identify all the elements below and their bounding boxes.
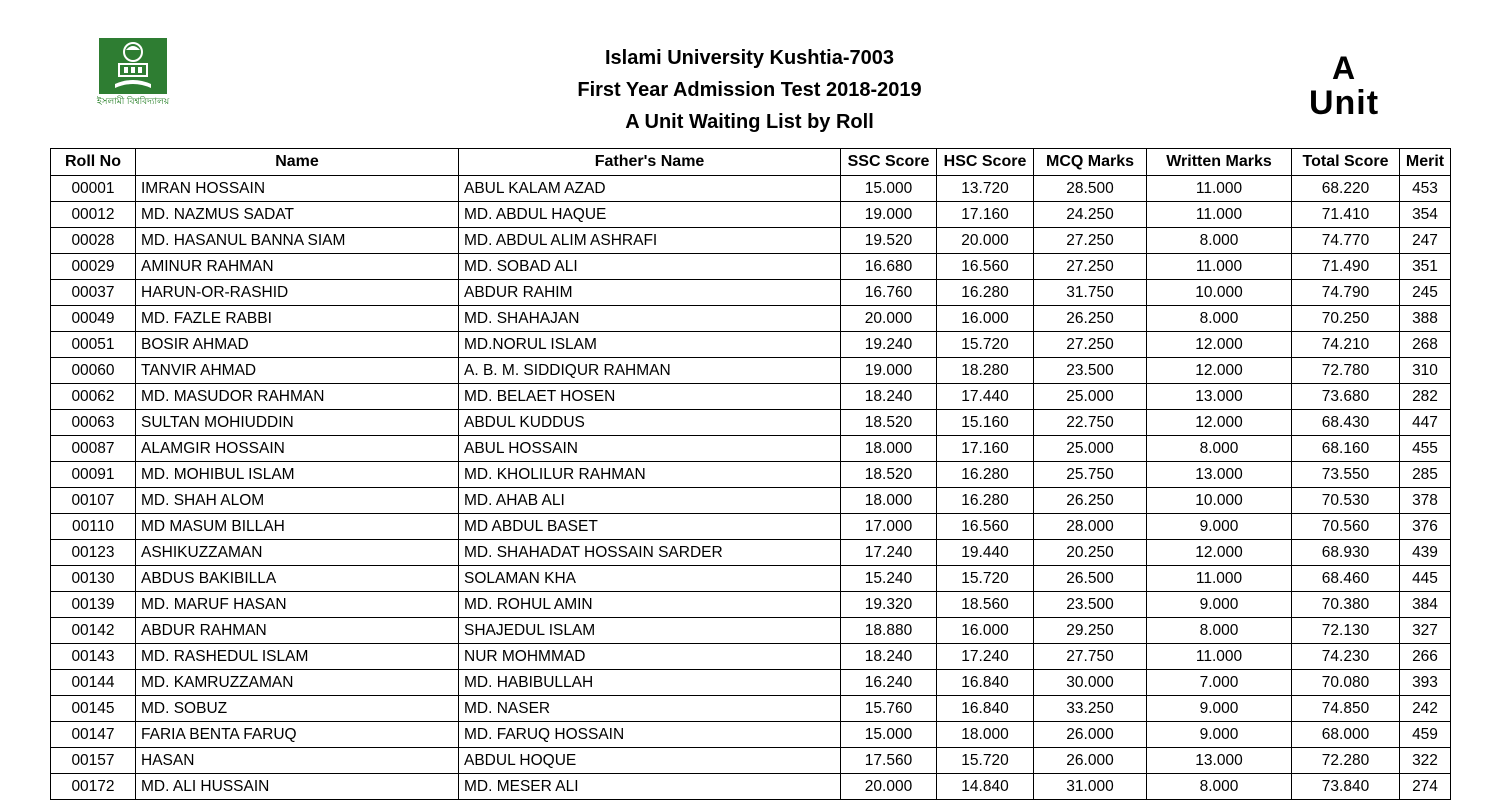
cell-total-score: 71.490 <box>1292 254 1400 280</box>
cell-roll-no: 00123 <box>51 540 136 566</box>
cell-roll-no: 00060 <box>51 358 136 384</box>
cell-hsc-score: 14.840 <box>937 774 1034 800</box>
cell-mcq-marks: 26.500 <box>1034 566 1147 592</box>
cell-name: HASAN <box>136 748 459 774</box>
cell-ssc-score: 19.320 <box>841 592 937 618</box>
cell-fathers-name: MD.NORUL ISLAM <box>459 332 841 358</box>
cell-roll-no: 00130 <box>51 566 136 592</box>
cell-fathers-name: MD. SHAHAJAN <box>459 306 841 332</box>
cell-ssc-score: 15.760 <box>841 696 937 722</box>
cell-total-score: 73.680 <box>1292 384 1400 410</box>
cell-merit: 459 <box>1400 722 1451 748</box>
cell-total-score: 72.280 <box>1292 748 1400 774</box>
cell-mcq-marks: 26.000 <box>1034 748 1147 774</box>
cell-name: ABDUR RAHMAN <box>136 618 459 644</box>
cell-name: ASHIKUZZAMAN <box>136 540 459 566</box>
cell-written-marks: 13.000 <box>1147 462 1292 488</box>
table-row <box>51 644 1451 670</box>
cell-hsc-score: 16.560 <box>937 514 1034 540</box>
waiting-list-table <box>50 148 1451 800</box>
cell-name: MD. RASHEDUL ISLAM <box>136 644 459 670</box>
column-header-roll-no: Roll No <box>51 149 136 176</box>
table-row <box>51 514 1451 540</box>
cell-fathers-name: NUR MOHMMAD <box>459 644 841 670</box>
cell-written-marks: 10.000 <box>1147 280 1292 306</box>
waiting-list-body <box>51 176 1451 800</box>
cell-name: FARIA BENTA FARUQ <box>136 722 459 748</box>
cell-fathers-name: MD. KHOLILUR RAHMAN <box>459 462 841 488</box>
cell-merit: 354 <box>1400 202 1451 228</box>
cell-hsc-score: 18.000 <box>937 722 1034 748</box>
cell-roll-no: 00145 <box>51 696 136 722</box>
cell-written-marks: 13.000 <box>1147 384 1292 410</box>
cell-merit: 285 <box>1400 462 1451 488</box>
cell-hsc-score: 16.280 <box>937 488 1034 514</box>
cell-written-marks: 11.000 <box>1147 176 1292 202</box>
cell-ssc-score: 17.000 <box>841 514 937 540</box>
cell-total-score: 71.410 <box>1292 202 1400 228</box>
cell-ssc-score: 16.680 <box>841 254 937 280</box>
cell-mcq-marks: 28.500 <box>1034 176 1147 202</box>
cell-mcq-marks: 31.750 <box>1034 280 1147 306</box>
cell-mcq-marks: 27.250 <box>1034 332 1147 358</box>
unit-word: Unit <box>1308 83 1380 122</box>
cell-written-marks: 10.000 <box>1147 488 1292 514</box>
cell-merit: 376 <box>1400 514 1451 540</box>
cell-hsc-score: 16.280 <box>937 280 1034 306</box>
cell-roll-no: 00110 <box>51 514 136 540</box>
column-header-fathers-name: Father's Name <box>459 149 841 176</box>
cell-ssc-score: 20.000 <box>841 306 937 332</box>
cell-total-score: 74.210 <box>1292 332 1400 358</box>
cell-name: MD. SHAH ALOM <box>136 488 459 514</box>
column-header-total-score: Total Score <box>1292 149 1400 176</box>
cell-hsc-score: 16.840 <box>937 696 1034 722</box>
cell-roll-no: 00142 <box>51 618 136 644</box>
cell-fathers-name: ABDUR RAHIM <box>459 280 841 306</box>
cell-hsc-score: 16.560 <box>937 254 1034 280</box>
cell-mcq-marks: 20.250 <box>1034 540 1147 566</box>
table-row <box>51 254 1451 280</box>
cell-fathers-name: ABUL KALAM AZAD <box>459 176 841 202</box>
cell-fathers-name: SOLAMAN KHA <box>459 566 841 592</box>
cell-total-score: 73.550 <box>1292 462 1400 488</box>
cell-mcq-marks: 25.000 <box>1034 436 1147 462</box>
cell-roll-no: 00012 <box>51 202 136 228</box>
cell-merit: 322 <box>1400 748 1451 774</box>
table-row <box>51 670 1451 696</box>
cell-roll-no: 00172 <box>51 774 136 800</box>
cell-name: MD. FAZLE RABBI <box>136 306 459 332</box>
cell-hsc-score: 15.160 <box>937 410 1034 436</box>
cell-ssc-score: 15.240 <box>841 566 937 592</box>
cell-merit: 378 <box>1400 488 1451 514</box>
cell-total-score: 73.840 <box>1292 774 1400 800</box>
cell-total-score: 72.130 <box>1292 618 1400 644</box>
cell-hsc-score: 17.160 <box>937 436 1034 462</box>
cell-hsc-score: 15.720 <box>937 566 1034 592</box>
cell-total-score: 70.080 <box>1292 670 1400 696</box>
cell-hsc-score: 17.240 <box>937 644 1034 670</box>
cell-mcq-marks: 30.000 <box>1034 670 1147 696</box>
cell-roll-no: 00049 <box>51 306 136 332</box>
cell-roll-no: 00037 <box>51 280 136 306</box>
cell-roll-no: 00001 <box>51 176 136 202</box>
cell-roll-no: 00157 <box>51 748 136 774</box>
cell-written-marks: 8.000 <box>1147 306 1292 332</box>
cell-merit: 245 <box>1400 280 1451 306</box>
cell-fathers-name: A. B. M. SIDDIQUR RAHMAN <box>459 358 841 384</box>
cell-written-marks: 9.000 <box>1147 592 1292 618</box>
cell-ssc-score: 18.520 <box>841 410 937 436</box>
cell-name: MD. NAZMUS SADAT <box>136 202 459 228</box>
cell-merit: 274 <box>1400 774 1451 800</box>
table-row <box>51 748 1451 774</box>
cell-mcq-marks: 26.250 <box>1034 488 1147 514</box>
cell-mcq-marks: 25.750 <box>1034 462 1147 488</box>
cell-roll-no: 00051 <box>51 332 136 358</box>
cell-merit: 282 <box>1400 384 1451 410</box>
table-row <box>51 384 1451 410</box>
cell-roll-no: 00029 <box>51 254 136 280</box>
cell-mcq-marks: 24.250 <box>1034 202 1147 228</box>
cell-hsc-score: 16.280 <box>937 462 1034 488</box>
table-row <box>51 306 1451 332</box>
table-header-row <box>51 149 1451 176</box>
cell-fathers-name: MD. SOBAD ALI <box>459 254 841 280</box>
column-header-hsc-score: HSC Score <box>937 149 1034 176</box>
cell-merit: 447 <box>1400 410 1451 436</box>
cell-name: ALAMGIR HOSSAIN <box>136 436 459 462</box>
cell-ssc-score: 20.000 <box>841 774 937 800</box>
cell-fathers-name: MD. AHAB ALI <box>459 488 841 514</box>
table-row <box>51 410 1451 436</box>
cell-total-score: 68.930 <box>1292 540 1400 566</box>
cell-fathers-name: MD. FARUQ HOSSAIN <box>459 722 841 748</box>
table-header <box>51 149 1451 176</box>
cell-merit: 268 <box>1400 332 1451 358</box>
cell-fathers-name: MD. ABDUL HAQUE <box>459 202 841 228</box>
cell-mcq-marks: 28.000 <box>1034 514 1147 540</box>
cell-merit: 439 <box>1400 540 1451 566</box>
document-titles <box>0 42 1499 138</box>
table-row <box>51 592 1451 618</box>
cell-merit: 455 <box>1400 436 1451 462</box>
cell-name: MD. SOBUZ <box>136 696 459 722</box>
cell-written-marks: 12.000 <box>1147 410 1292 436</box>
cell-total-score: 70.560 <box>1292 514 1400 540</box>
table-row <box>51 696 1451 722</box>
cell-roll-no: 00028 <box>51 228 136 254</box>
cell-written-marks: 8.000 <box>1147 774 1292 800</box>
cell-hsc-score: 18.560 <box>937 592 1034 618</box>
cell-ssc-score: 18.000 <box>841 488 937 514</box>
table-row <box>51 774 1451 800</box>
cell-written-marks: 12.000 <box>1147 358 1292 384</box>
cell-written-marks: 11.000 <box>1147 202 1292 228</box>
cell-written-marks: 8.000 <box>1147 618 1292 644</box>
cell-hsc-score: 17.160 <box>937 202 1034 228</box>
cell-mcq-marks: 31.000 <box>1034 774 1147 800</box>
cell-name: MD. HASANUL BANNA SIAM <box>136 228 459 254</box>
cell-hsc-score: 15.720 <box>937 748 1034 774</box>
column-header-name: Name <box>136 149 459 176</box>
cell-ssc-score: 18.000 <box>841 436 937 462</box>
cell-roll-no: 00139 <box>51 592 136 618</box>
table-row <box>51 618 1451 644</box>
cell-ssc-score: 18.240 <box>841 644 937 670</box>
cell-ssc-score: 19.240 <box>841 332 937 358</box>
cell-name: ABDUS BAKIBILLA <box>136 566 459 592</box>
cell-roll-no: 00063 <box>51 410 136 436</box>
cell-name: IMRAN HOSSAIN <box>136 176 459 202</box>
cell-hsc-score: 19.440 <box>937 540 1034 566</box>
cell-written-marks: 9.000 <box>1147 514 1292 540</box>
cell-ssc-score: 19.000 <box>841 202 937 228</box>
cell-merit: 242 <box>1400 696 1451 722</box>
cell-fathers-name: MD. ABDUL ALIM ASHRAFI <box>459 228 841 254</box>
cell-roll-no: 00091 <box>51 462 136 488</box>
cell-fathers-name: MD. NASER <box>459 696 841 722</box>
table-row <box>51 228 1451 254</box>
title-waiting-list: A Unit Waiting List by Roll <box>625 111 874 133</box>
table-row <box>51 332 1451 358</box>
cell-mcq-marks: 23.500 <box>1034 358 1147 384</box>
cell-total-score: 68.000 <box>1292 722 1400 748</box>
cell-written-marks: 11.000 <box>1147 644 1292 670</box>
cell-name: MD. KAMRUZZAMAN <box>136 670 459 696</box>
cell-ssc-score: 19.520 <box>841 228 937 254</box>
cell-written-marks: 12.000 <box>1147 332 1292 358</box>
cell-written-marks: 11.000 <box>1147 566 1292 592</box>
cell-merit: 310 <box>1400 358 1451 384</box>
cell-total-score: 70.380 <box>1292 592 1400 618</box>
cell-hsc-score: 18.280 <box>937 358 1034 384</box>
cell-total-score: 68.460 <box>1292 566 1400 592</box>
cell-name: BOSIR AHMAD <box>136 332 459 358</box>
cell-name: TANVIR AHMAD <box>136 358 459 384</box>
table-row <box>51 566 1451 592</box>
cell-fathers-name: ABUL HOSSAIN <box>459 436 841 462</box>
title-university: Islami University Kushtia-7003 <box>604 47 894 69</box>
cell-total-score: 68.430 <box>1292 410 1400 436</box>
cell-roll-no: 00147 <box>51 722 136 748</box>
cell-roll-no: 00062 <box>51 384 136 410</box>
cell-merit: 266 <box>1400 644 1451 670</box>
cell-roll-no: 00107 <box>51 488 136 514</box>
cell-name: MD. MARUF HASAN <box>136 592 459 618</box>
cell-mcq-marks: 22.750 <box>1034 410 1147 436</box>
table-row <box>51 202 1451 228</box>
cell-mcq-marks: 25.000 <box>1034 384 1147 410</box>
cell-ssc-score: 17.560 <box>841 748 937 774</box>
cell-total-score: 68.160 <box>1292 436 1400 462</box>
cell-total-score: 74.230 <box>1292 644 1400 670</box>
cell-ssc-score: 16.760 <box>841 280 937 306</box>
cell-roll-no: 00087 <box>51 436 136 462</box>
cell-ssc-score: 17.240 <box>841 540 937 566</box>
table-row <box>51 280 1451 306</box>
cell-ssc-score: 16.240 <box>841 670 937 696</box>
cell-written-marks: 11.000 <box>1147 254 1292 280</box>
cell-fathers-name: ABDUL KUDDUS <box>459 410 841 436</box>
cell-fathers-name: MD. ROHUL AMIN <box>459 592 841 618</box>
cell-mcq-marks: 29.250 <box>1034 618 1147 644</box>
cell-mcq-marks: 27.250 <box>1034 254 1147 280</box>
cell-ssc-score: 18.240 <box>841 384 937 410</box>
cell-total-score: 72.780 <box>1292 358 1400 384</box>
cell-mcq-marks: 26.250 <box>1034 306 1147 332</box>
cell-merit: 393 <box>1400 670 1451 696</box>
table-row <box>51 462 1451 488</box>
cell-name: MD. MASUDOR RAHMAN <box>136 384 459 410</box>
table-row <box>51 722 1451 748</box>
cell-written-marks: 9.000 <box>1147 722 1292 748</box>
cell-total-score: 74.770 <box>1292 228 1400 254</box>
cell-total-score: 74.850 <box>1292 696 1400 722</box>
cell-name: SULTAN MOHIUDDIN <box>136 410 459 436</box>
cell-fathers-name: MD. HABIBULLAH <box>459 670 841 696</box>
table-row <box>51 358 1451 384</box>
cell-name: MD. MOHIBUL ISLAM <box>136 462 459 488</box>
cell-written-marks: 7.000 <box>1147 670 1292 696</box>
cell-fathers-name: ABDUL HOQUE <box>459 748 841 774</box>
cell-mcq-marks: 33.250 <box>1034 696 1147 722</box>
unit-label <box>1289 52 1399 121</box>
cell-name: MD. ALI HUSSAIN <box>136 774 459 800</box>
cell-merit: 327 <box>1400 618 1451 644</box>
cell-hsc-score: 16.840 <box>937 670 1034 696</box>
cell-ssc-score: 19.000 <box>841 358 937 384</box>
column-header-mcq-marks: MCQ Marks <box>1034 149 1147 176</box>
cell-fathers-name: MD. SHAHADAT HOSSAIN SARDER <box>459 540 841 566</box>
cell-total-score: 68.220 <box>1292 176 1400 202</box>
table-row <box>51 176 1451 202</box>
cell-mcq-marks: 27.250 <box>1034 228 1147 254</box>
cell-fathers-name: MD. MESER ALI <box>459 774 841 800</box>
cell-hsc-score: 13.720 <box>937 176 1034 202</box>
cell-fathers-name: SHAJEDUL ISLAM <box>459 618 841 644</box>
title-admission-test: First Year Admission Test 2018-2019 <box>577 79 922 101</box>
cell-mcq-marks: 23.500 <box>1034 592 1147 618</box>
cell-written-marks: 9.000 <box>1147 696 1292 722</box>
cell-name: HARUN-OR-RASHID <box>136 280 459 306</box>
cell-merit: 388 <box>1400 306 1451 332</box>
cell-total-score: 70.250 <box>1292 306 1400 332</box>
cell-written-marks: 8.000 <box>1147 228 1292 254</box>
cell-total-score: 70.530 <box>1292 488 1400 514</box>
cell-written-marks: 8.000 <box>1147 436 1292 462</box>
cell-mcq-marks: 26.000 <box>1034 722 1147 748</box>
table-row <box>51 436 1451 462</box>
cell-hsc-score: 20.000 <box>937 228 1034 254</box>
cell-hsc-score: 16.000 <box>937 306 1034 332</box>
cell-fathers-name: MD. BELAET HOSEN <box>459 384 841 410</box>
cell-ssc-score: 15.000 <box>841 176 937 202</box>
unit-letter: A <box>1331 50 1357 86</box>
logo-caption: ইসলামী বিশ্ববিদ্যালয় <box>96 96 170 106</box>
cell-name: MD MASUM BILLAH <box>136 514 459 540</box>
cell-ssc-score: 18.880 <box>841 618 937 644</box>
cell-hsc-score: 15.720 <box>937 332 1034 358</box>
cell-merit: 351 <box>1400 254 1451 280</box>
cell-mcq-marks: 27.750 <box>1034 644 1147 670</box>
column-header-ssc-score: SSC Score <box>841 149 937 176</box>
cell-ssc-score: 15.000 <box>841 722 937 748</box>
cell-total-score: 74.790 <box>1292 280 1400 306</box>
cell-roll-no: 00144 <box>51 670 136 696</box>
cell-hsc-score: 16.000 <box>937 618 1034 644</box>
cell-fathers-name: MD ABDUL BASET <box>459 514 841 540</box>
cell-merit: 445 <box>1400 566 1451 592</box>
column-header-written-marks: Written Marks <box>1147 149 1292 176</box>
cell-hsc-score: 17.440 <box>937 384 1034 410</box>
table-row <box>51 540 1451 566</box>
table-row <box>51 488 1451 514</box>
cell-written-marks: 12.000 <box>1147 540 1292 566</box>
column-header-merit: Merit <box>1400 149 1451 176</box>
cell-ssc-score: 18.520 <box>841 462 937 488</box>
cell-roll-no: 00143 <box>51 644 136 670</box>
cell-merit: 247 <box>1400 228 1451 254</box>
cell-merit: 453 <box>1400 176 1451 202</box>
cell-merit: 384 <box>1400 592 1451 618</box>
cell-name: AMINUR RAHMAN <box>136 254 459 280</box>
cell-written-marks: 13.000 <box>1147 748 1292 774</box>
